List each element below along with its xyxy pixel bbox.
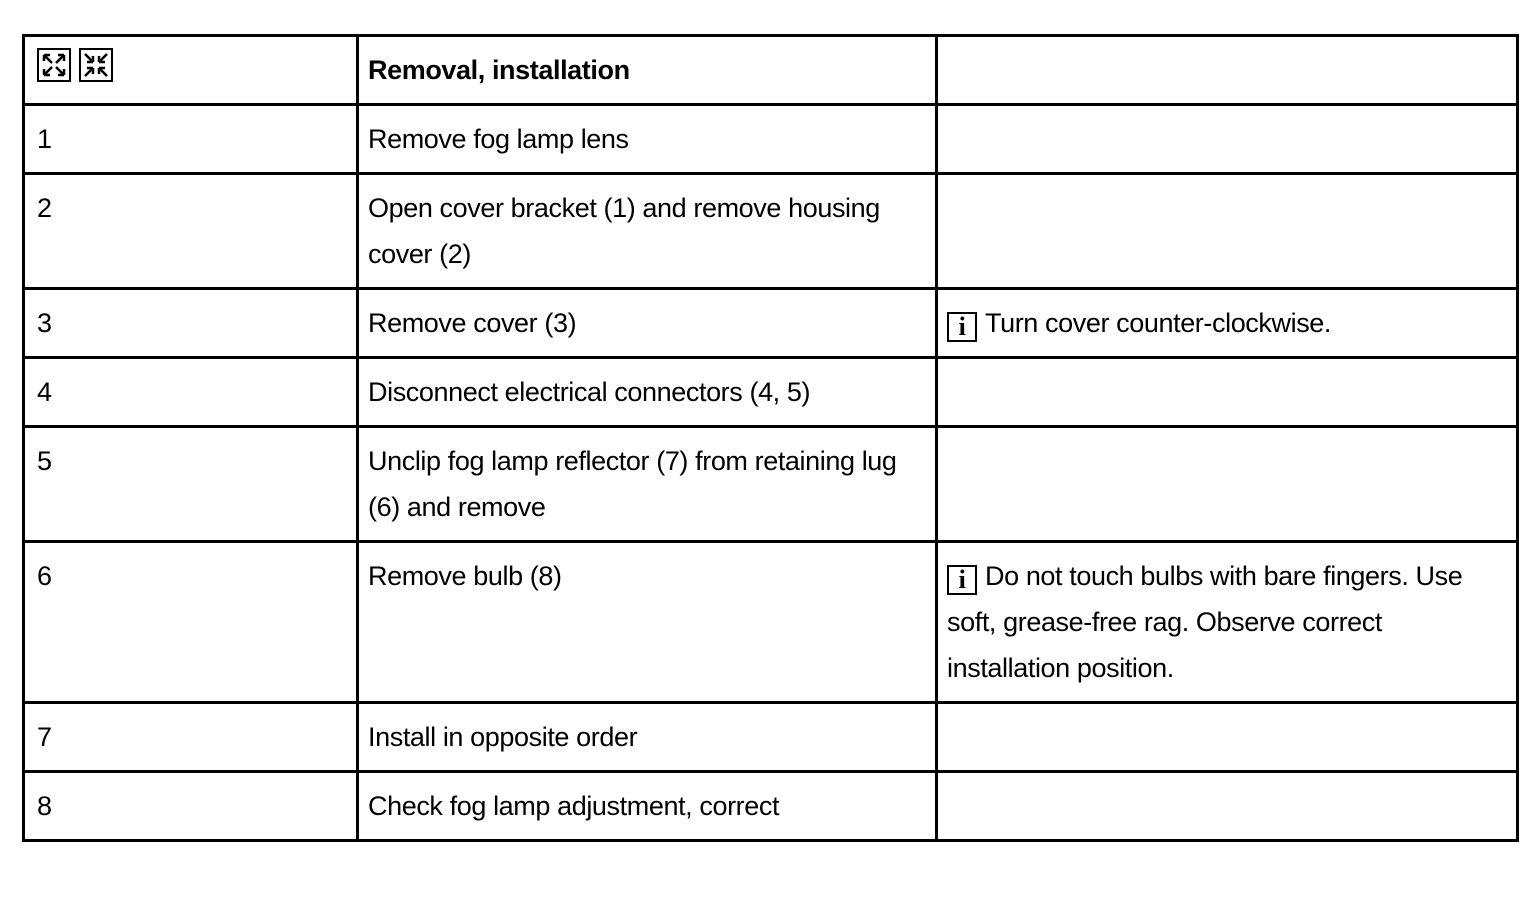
info-icon: i	[947, 565, 977, 595]
step-action: Disconnect electrical connectors (4, 5)	[368, 377, 811, 407]
header-title: Removal, installation	[368, 55, 630, 85]
step-row	[24, 174, 1518, 289]
step-action: Unclip fog lamp reflector (7) from retaining lug (6) and remove	[368, 446, 897, 522]
step-note-cell	[937, 703, 1518, 772]
step-action: Check fog lamp adjustment, correct	[368, 791, 780, 821]
step-action: Open cover bracket (1) and remove housing cover (2)	[368, 193, 880, 269]
step-row	[24, 289, 1518, 358]
step-row	[24, 703, 1518, 772]
step-row	[24, 772, 1518, 841]
step-note-cell	[937, 174, 1518, 289]
step-number: 7	[37, 722, 52, 752]
step-row	[24, 427, 1518, 542]
step-note-cell	[937, 105, 1518, 174]
header-title-cell	[358, 36, 937, 105]
step-number: 6	[37, 561, 52, 591]
step-action: Install in opposite order	[368, 722, 638, 752]
step-row	[24, 542, 1518, 703]
step-action: Remove fog lamp lens	[368, 124, 629, 154]
step-number: 2	[37, 193, 52, 223]
collapse-arrows-icon	[79, 48, 113, 82]
step-row	[24, 105, 1518, 174]
step-note-cell	[937, 427, 1518, 542]
step-note-cell	[937, 772, 1518, 841]
step-number: 5	[37, 446, 52, 476]
step-action: Remove bulb (8)	[368, 561, 562, 591]
step-note-cell	[937, 289, 1518, 358]
step-number: 1	[37, 124, 52, 154]
step-number: 8	[37, 791, 52, 821]
header-note-cell	[937, 36, 1518, 105]
step-note: Do not touch bulbs with bare fingers. Use soft, grease-free rag. Observe correct installation position.	[947, 561, 1463, 683]
expand-arrows-icon	[37, 48, 71, 82]
step-number: 4	[37, 377, 52, 407]
step-note-cell	[937, 358, 1518, 427]
procedure-table	[22, 34, 1519, 842]
step-note-cell	[937, 542, 1518, 703]
step-row	[24, 358, 1518, 427]
header-row	[24, 36, 1518, 105]
step-action: Remove cover (3)	[368, 308, 577, 338]
step-number: 3	[37, 308, 52, 338]
info-icon: i	[947, 312, 977, 342]
step-note: Turn cover counter-clockwise.	[985, 308, 1332, 338]
tool-icons-cell	[24, 36, 358, 105]
